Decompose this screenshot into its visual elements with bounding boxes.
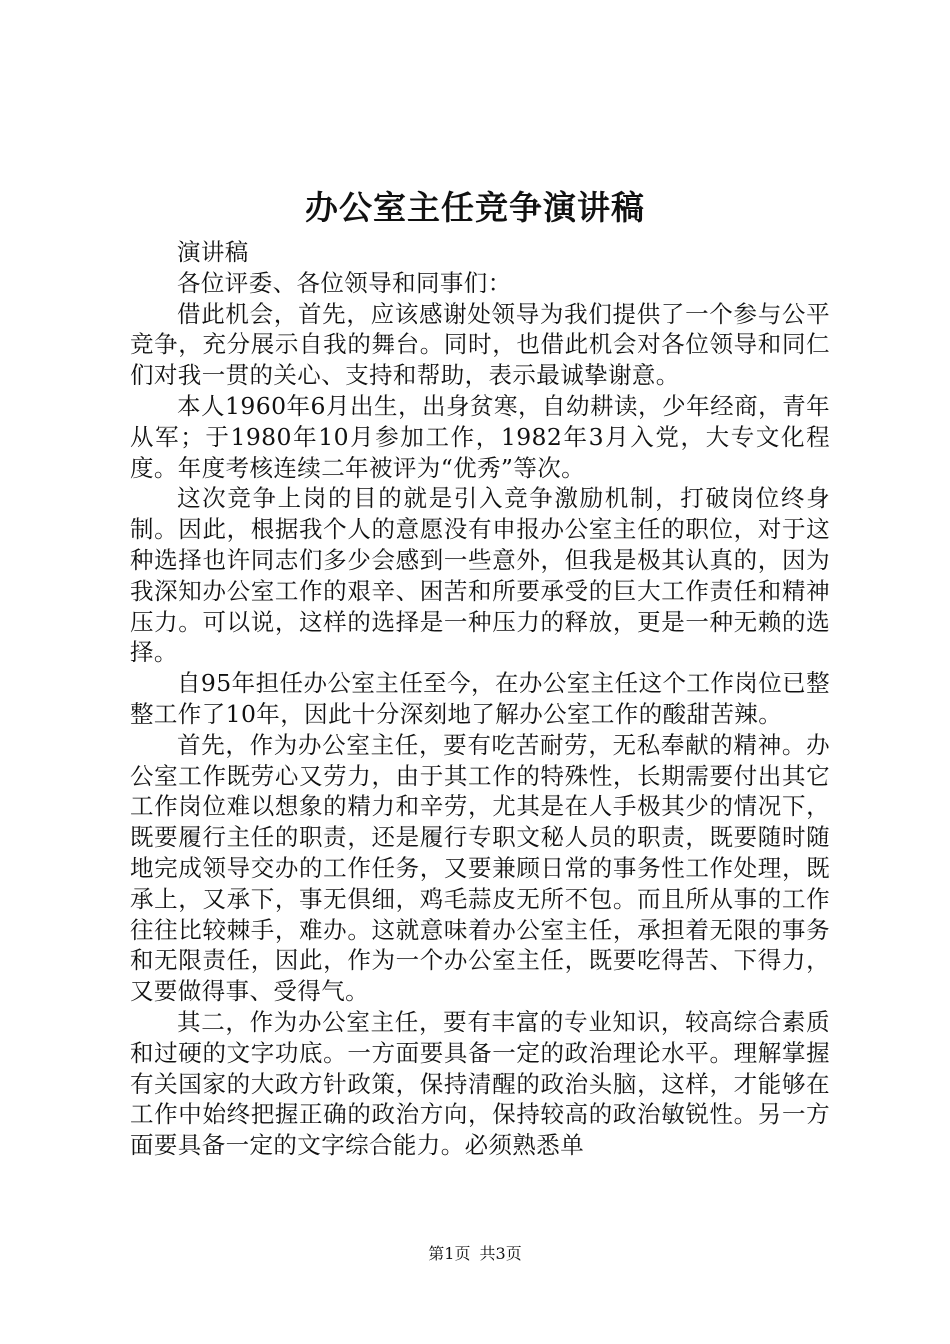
page-number: 第1页 [428,1244,471,1263]
document-title: 办公室主任竞争演讲稿 [305,188,645,227]
document-body [130,237,830,1161]
paragraph: 首先，作为办公室主任，要有吃苦耐劳，无私奉献的精神。办公室工作既劳心又劳力，由于其工作的特殊性，长期需要付出其它工作岗位难以想象的精力和辛劳，尤其是在人手极其少的情况下，既要履行主任的职责，还是履行专职文秘人员的职责，既要随时随地完成领导交办的工作任务，又要兼顾日常的事务性工作处理，既承上，又承下，事无倶细，鸡毛蒜皮无所不包。而且所从事的工作往往比较棘手，难办。这就意味着办公室主任，承担着无限的事务和无限责任，因此，作为一个办公室主任，既要吃得苦、下得力，又要做得事、受得气。 [130,730,830,1006]
paragraph: 这次竞争上岗的目的就是引入竞争激励机制，打破岗位终身制。因此，根据我个人的意愿没有申报办公室主任的职位，对于这种选择也许同志们多少会感到一些意外，但我是极其认真的，因为我深知办公室工作的艰辛、困苦和所要承受的巨大工作责任和精神压力。可以说，这样的选择是一种压力的释放，更是一种无赖的选择。 [130,484,830,667]
paragraph: 借此机会，首先，应该感谢处领导为我们提供了一个参与公平竞争，充分展示自我的舞台。同时，也借此机会对各位领导和同仁们对我一贯的关心、支持和帮助，表示最诚挚谢意。 [130,299,830,390]
paragraph: 演讲稿 [177,238,249,266]
paragraph: 其二，作为办公室主任，要有丰富的专业知识，较高综合素质和过硬的文字功底。一方面要具备一定的政治理论水平。理解掌握有关国家的大政方针政策，保持清醒的政治头脑，这样，才能够在工作中始终把握正确的政治方向，保持较高的政治敏锐性。另一方面要具备一定的文字综合能力。必须熟悉单 [130,1007,830,1160]
paragraph: 自95年担任办公室主任至今，在办公室主任这个工作岗位已整整工作了10年，因此十分深刻地了解办公室工作的酸甜苦辣。 [130,669,830,728]
paragraph: 本人1960年6月出生，出身贫寒，自幼耕读，少年经商，青年从军；于1980年10月参加工作，1982年3月入党，大专文化程度。年度考核连续二年被评为“优秀”等次。 [130,391,830,482]
page-total: 共3页 [479,1244,522,1263]
paragraph: 各位评委、各位领导和同事们： [177,268,512,297]
page-footer [0,1243,950,1265]
